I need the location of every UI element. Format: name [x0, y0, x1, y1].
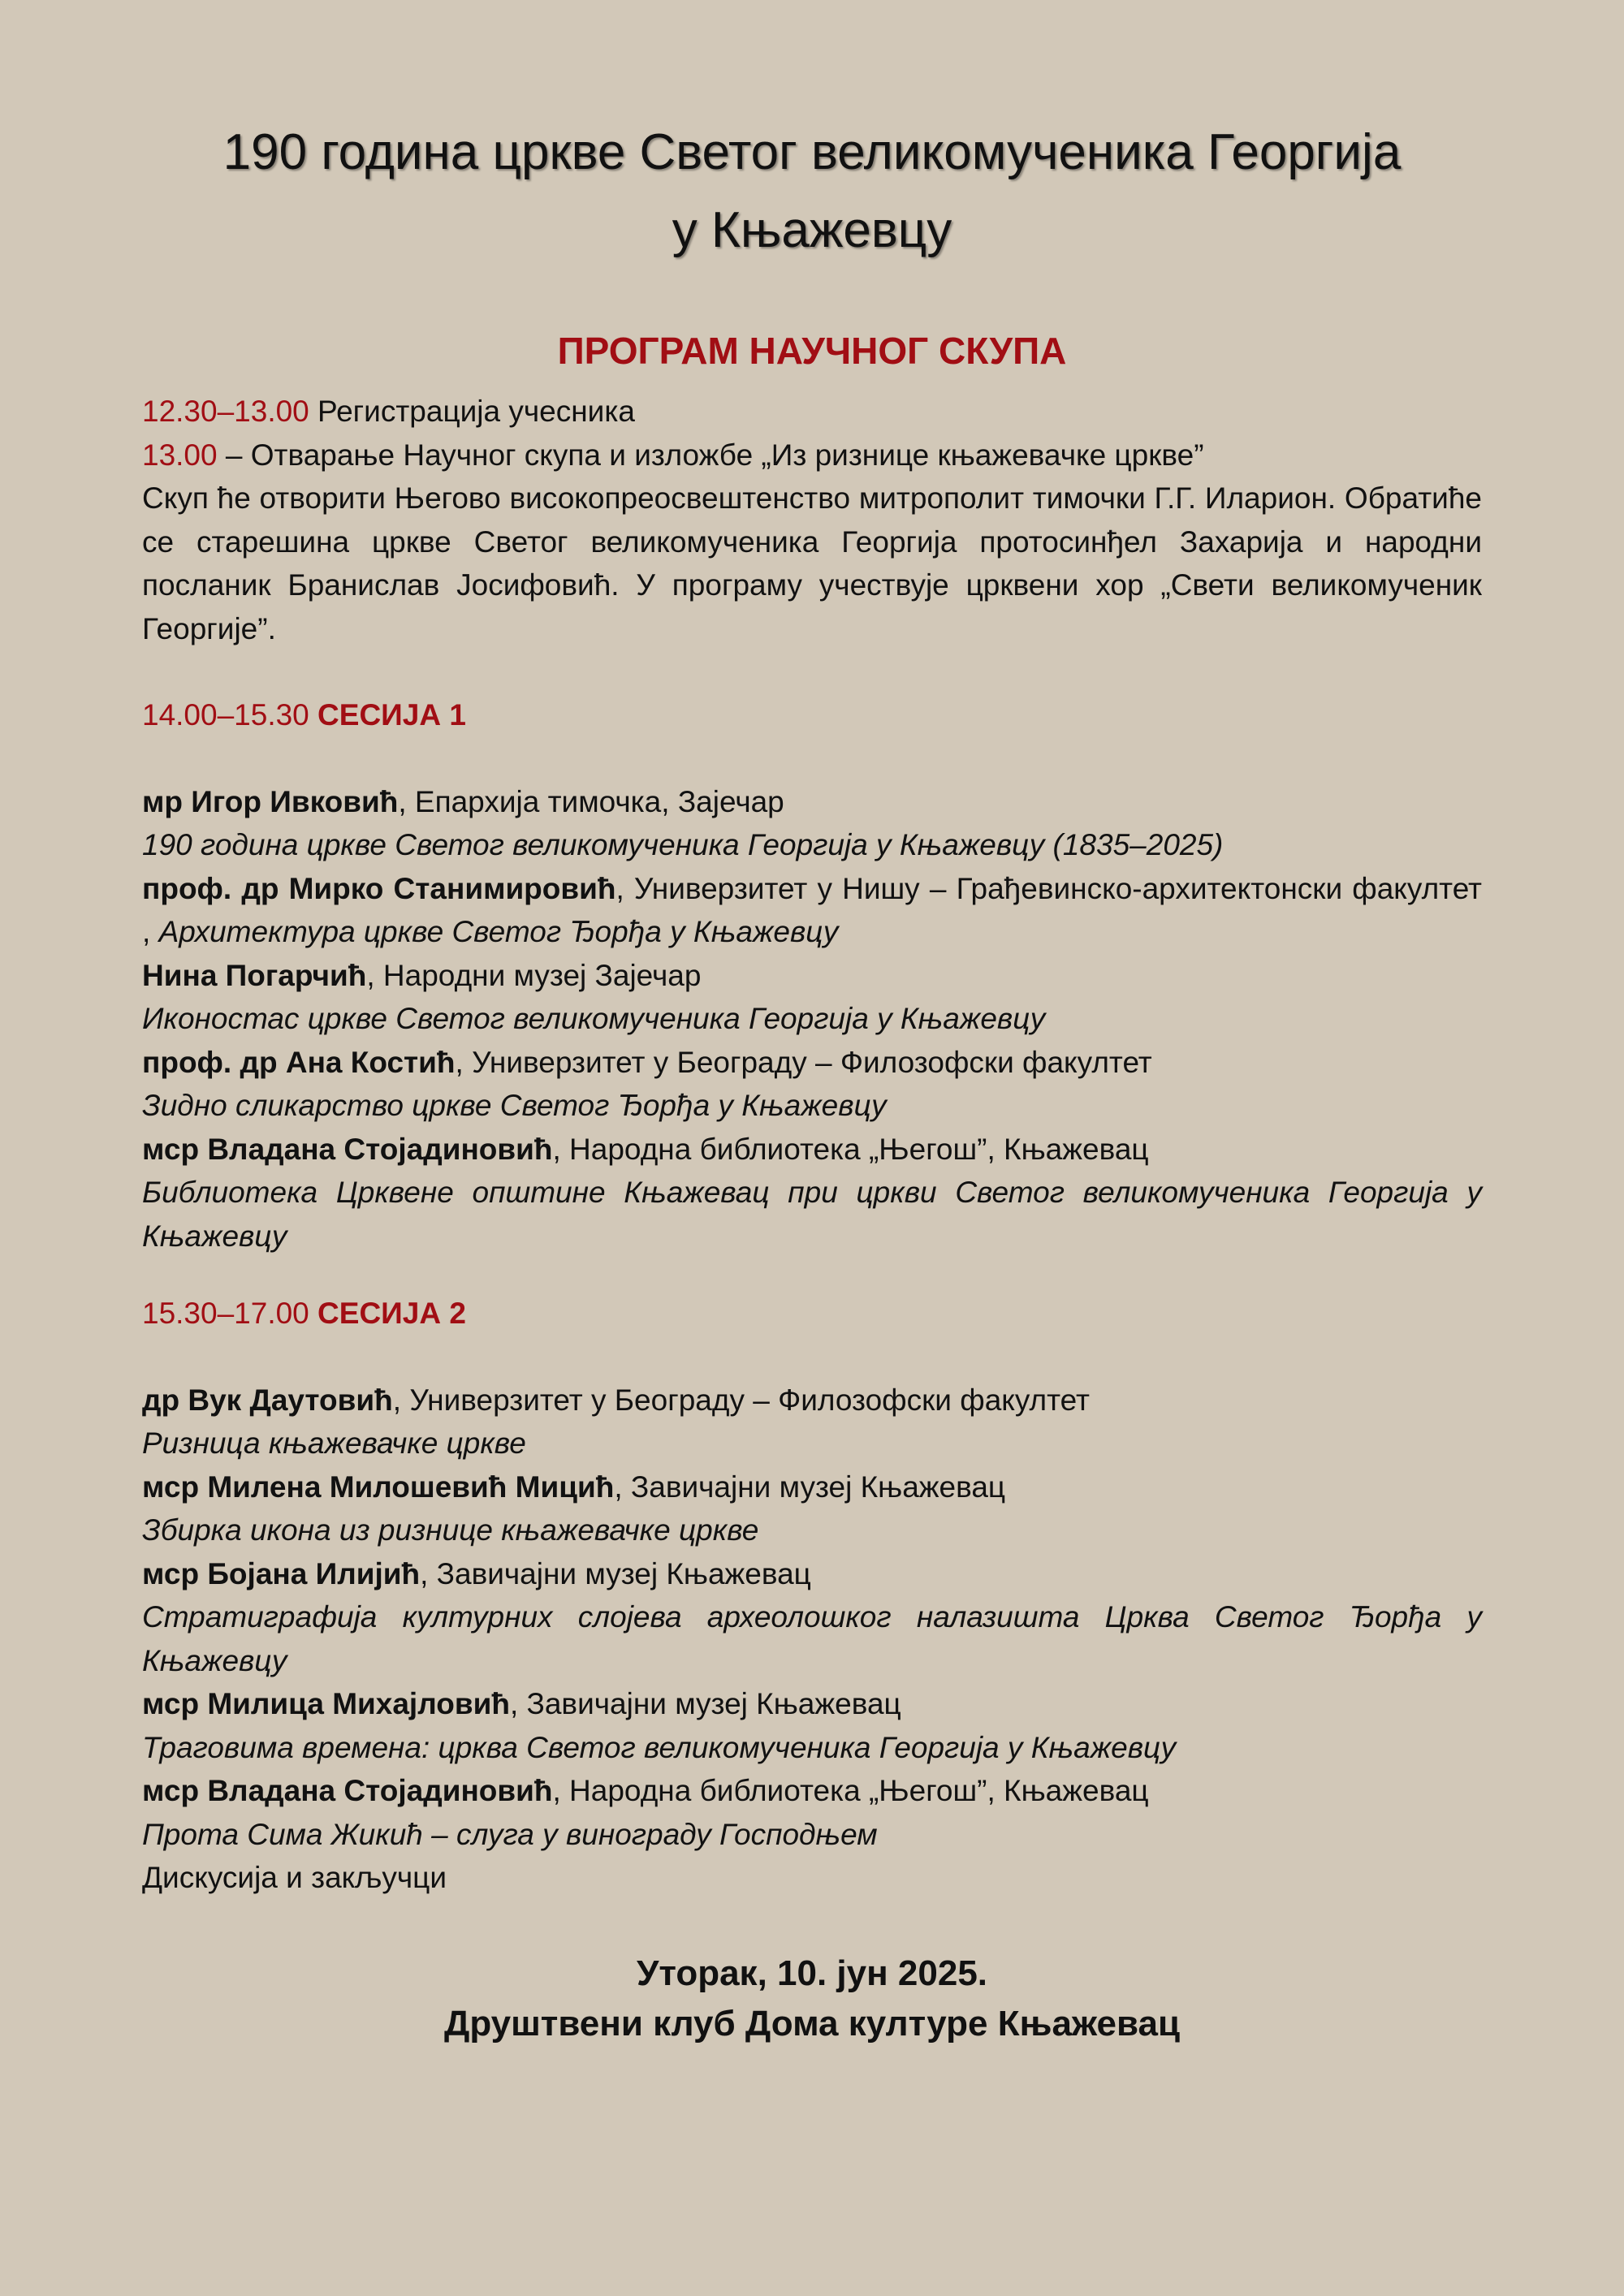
title-line-2: у Књажевцу [672, 202, 952, 258]
speaker-name: др Вук Даутовић [142, 1383, 393, 1417]
registration-text: Регистрација учесника [309, 395, 635, 428]
speaker-entry [142, 1769, 1482, 1856]
talk-title: Библиотека Црквене општине Књажевац при цркви Светог великомученика Георгија у Књажевцу [142, 1176, 1482, 1253]
talk-title: Архитектура цркве Светог Ђорђа у Књажевцу [158, 915, 839, 948]
speaker-entry [142, 1465, 1482, 1552]
speaker-entry [142, 1552, 1482, 1683]
session-2-time: 15.30–17.00 [142, 1297, 309, 1330]
session-2-heading [142, 1292, 1482, 1336]
program-page [142, 114, 1482, 2049]
talk-title: Прота Сима Жикић – слуга у винограду Господњем [142, 1817, 878, 1851]
speaker-affiliation: , Епархија тимочка, Зајечар [398, 784, 784, 818]
talk-title: Иконостас цркве Светог великомученика Георгија у Књажевцу [142, 1002, 1046, 1035]
program-heading: ПРОГРАМ НАУЧНОГ СКУПА [557, 330, 1067, 372]
speaker-affiliation: , Завичајни музеј Књажевац [509, 1687, 901, 1720]
speaker-entry [142, 954, 1482, 1041]
opening-line [142, 434, 1482, 477]
speaker-name: мср Милена Милошевић Мицић [142, 1470, 615, 1504]
speaker-name: мср Владана Стојадиновић [142, 1132, 553, 1166]
speaker-affiliation: , Универзитет у Београду – Филозофски факултет [392, 1383, 1090, 1417]
talk-title: Збирка икона из ризнице књажевачке цркве [142, 1513, 759, 1547]
speaker-name: мср Владана Стојадиновић [142, 1774, 553, 1807]
speaker-affiliation: , Народна библиотека „Његош”, Књажевац [552, 1132, 1149, 1166]
session-1-label: СЕСИЈА 1 [317, 698, 466, 732]
title-line-1: 190 година цркве Светог великомученика Георгија [222, 124, 1402, 180]
speaker-entry [142, 780, 1482, 867]
speaker-affiliation: , Универзитет у Београду – Филозофски факултет [455, 1045, 1152, 1079]
session-1-list [142, 780, 1482, 1258]
session-1-time: 14.00–15.30 [142, 698, 309, 732]
speaker-affiliation: , Завичајни музеј Књажевац [614, 1470, 1006, 1504]
event-venue: Друштвени клуб Дома културе Књажевац [443, 2003, 1181, 2044]
closing-discussion: Дискусија и закључци [142, 1861, 447, 1894]
session-2-label: СЕСИЈА 2 [317, 1297, 466, 1330]
opening-text: – Отварање Научног скупа и изложбе „Из ризнице књажевачке цркве” [217, 438, 1204, 472]
talk-title: Зидно сликарство цркве Светог Ђорђа у Књажевцу [142, 1089, 887, 1122]
speaker-affiliation: , Народни музеј Зајечар [366, 958, 702, 992]
speaker-affiliation: , Завичајни музеј Књажевац [420, 1556, 811, 1590]
talk-title: Траговима времена: црква Светог великомученика Георгија у Књажевцу [142, 1730, 1177, 1764]
opening-time: 13.00 [142, 438, 218, 472]
speaker-entry [142, 1041, 1482, 1128]
speaker-name: мср Милица Михајловић [142, 1687, 510, 1720]
event-footer [142, 1949, 1482, 2049]
speaker-affiliation: , Универзитет у Нишу – Грађевинско-архитектонски факултет , [142, 871, 1482, 948]
talk-title: Стратиграфија културних слојева археолошког налазишта Црква Светог Ђорђа у Књажевцу [142, 1600, 1482, 1677]
speaker-name: проф. др Мирко Станимировић [142, 871, 616, 905]
speaker-affiliation: , Народна библиотека „Његош”, Књажевац [552, 1774, 1149, 1807]
registration-line [142, 390, 1482, 434]
speaker-name: проф. др Ана Костић [142, 1045, 456, 1079]
speaker-entry [142, 1379, 1482, 1465]
opening-paragraph: Скуп ће отворити Његово високопреосвештенство митрополит тимочки Г.Г. Иларион. Обратиће се старешина цркве Светог великомученика Георгија протосинђел Захарија и народни посланик Бранислав Јосифовић. У програму учествује црквени хор „Свети великомученик Георгије”. [142, 481, 1482, 645]
speaker-entry [142, 1682, 1482, 1769]
registration-time: 12.30–13.00 [142, 395, 309, 428]
intro-section [142, 390, 1482, 650]
speaker-name: мр Игор Ивковић [142, 784, 399, 818]
talk-title: Ризница књажевачке цркве [142, 1426, 526, 1460]
speaker-entry [142, 1128, 1482, 1258]
page-title [142, 114, 1482, 270]
session-2-list [142, 1379, 1482, 1900]
speaker-entry [142, 867, 1482, 954]
session-1-heading [142, 693, 1482, 737]
speaker-name: Нина Погарчић [142, 958, 367, 992]
event-date: Уторак, 10. јун 2025. [636, 1953, 988, 1993]
talk-title: 190 година цркве Светог великомученика Георгија у Књажевцу (1835–2025) [142, 828, 1224, 861]
speaker-name: мср Бојана Илијић [142, 1556, 421, 1590]
